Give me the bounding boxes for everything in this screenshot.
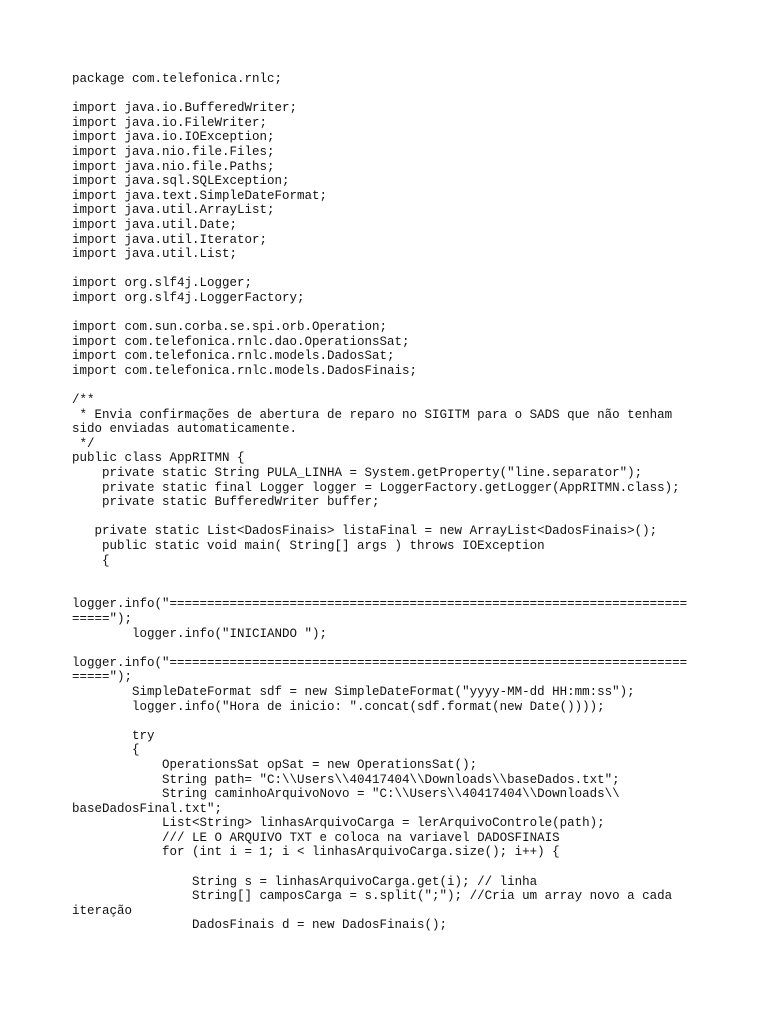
- code-listing: [72, 72, 702, 933]
- code-line: private static final Logger logger = LoggerFactory.getLogger(AppRITMN.class);: [72, 480, 680, 495]
- code-line: String path= "C:\\Users\\40417404\\Downloads\\baseDados.txt";: [72, 772, 620, 787]
- code-line: */: [72, 436, 95, 451]
- code-line: try: [72, 728, 155, 743]
- code-line: import com.telefonica.rnlc.dao.OperationsSat;: [72, 334, 410, 349]
- blank-line: [72, 714, 702, 729]
- code-line: public class AppRITMN {: [72, 451, 245, 466]
- blank-line: [72, 568, 702, 583]
- code-line: import java.util.Iterator;: [72, 232, 268, 247]
- code-line: for (int i = 1; i < linhasArquivoCarga.size(); i++) {: [72, 845, 560, 860]
- code-line: import java.io.BufferedWriter;: [72, 101, 298, 116]
- code-line: package com.telefonica.rnlc;: [72, 72, 283, 86]
- code-line: import java.text.SimpleDateFormat;: [72, 188, 328, 203]
- code-line: import java.util.List;: [72, 247, 238, 262]
- code-line: SimpleDateFormat sdf = new SimpleDateFormat("yyyy-MM-dd HH:mm:ss");: [72, 684, 635, 699]
- code-line: /// LE O ARQUIVO TXT e coloca na variavel DADOSFINAIS: [72, 830, 560, 845]
- code-line: import com.telefonica.rnlc.models.DadosSat;: [72, 349, 395, 364]
- code-line: private static String PULA_LINHA = System.getProperty("line.separator");: [72, 466, 643, 481]
- code-line: import java.nio.file.Files;: [72, 144, 275, 159]
- code-line: import java.util.ArrayList;: [72, 203, 275, 218]
- code-line: logger.info("=====================================================================: [72, 597, 688, 612]
- code-line: String s = linhasArquivoCarga.get(i); // linha: [72, 874, 538, 889]
- code-line: import java.io.FileWriter;: [72, 115, 268, 130]
- code-line: {: [72, 553, 110, 568]
- blank-line: [72, 262, 702, 277]
- code-line: /**: [72, 393, 95, 408]
- code-line: import com.sun.corba.se.spi.orb.Operation;: [72, 320, 388, 335]
- code-line: private static List<DadosFinais> listaFinal = new ArrayList<DadosFinais>();: [72, 524, 658, 539]
- code-line: import com.telefonica.rnlc.models.DadosFinais;: [72, 363, 418, 378]
- code-line: import org.slf4j.Logger;: [72, 276, 253, 291]
- blank-line: [72, 87, 702, 102]
- code-line: =====");: [72, 611, 133, 626]
- blank-line: [72, 583, 702, 598]
- code-line: DadosFinais d = new DadosFinais();: [72, 918, 448, 933]
- blank-line: [72, 641, 702, 656]
- code-line: * Envia confirmações de abertura de reparo no SIGITM para o SADS que não tenham: [72, 407, 673, 422]
- code-line: =====");: [72, 670, 133, 685]
- code-line: {: [72, 743, 140, 758]
- code-line: logger.info("Hora de inicio: ".concat(sdf.format(new Date())));: [72, 699, 605, 714]
- code-line: baseDadosFinal.txt";: [72, 801, 223, 816]
- code-line: String caminhoArquivoNovo = "C:\\Users\\40417404\\Downloads\\: [72, 787, 620, 802]
- code-line: import java.io.IOException;: [72, 130, 275, 145]
- code-line: sido enviadas automaticamente.: [72, 422, 298, 437]
- code-line: import java.sql.SQLException;: [72, 174, 290, 189]
- code-line: logger.info("=====================================================================: [72, 655, 688, 670]
- blank-line: [72, 378, 702, 393]
- blank-line: [72, 860, 702, 875]
- code-line: import java.nio.file.Paths;: [72, 159, 275, 174]
- code-line: import java.util.Date;: [72, 217, 238, 232]
- blank-line: [72, 510, 702, 525]
- blank-line: [72, 306, 702, 321]
- code-line: OperationsSat opSat = new OperationsSat();: [72, 757, 478, 772]
- code-line: String[] camposCarga = s.split(";"); //Cria um array novo a cada: [72, 889, 673, 904]
- code-line: public static void main( String[] args ) throws IOException: [72, 539, 545, 553]
- code-line: iteração: [72, 903, 133, 918]
- code-line: private static BufferedWriter buffer;: [72, 495, 380, 510]
- code-line: logger.info("INICIANDO ");: [72, 626, 328, 641]
- code-line: List<String> linhasArquivoCarga = lerArquivoControle(path);: [72, 816, 605, 831]
- code-line: import org.slf4j.LoggerFactory;: [72, 290, 305, 305]
